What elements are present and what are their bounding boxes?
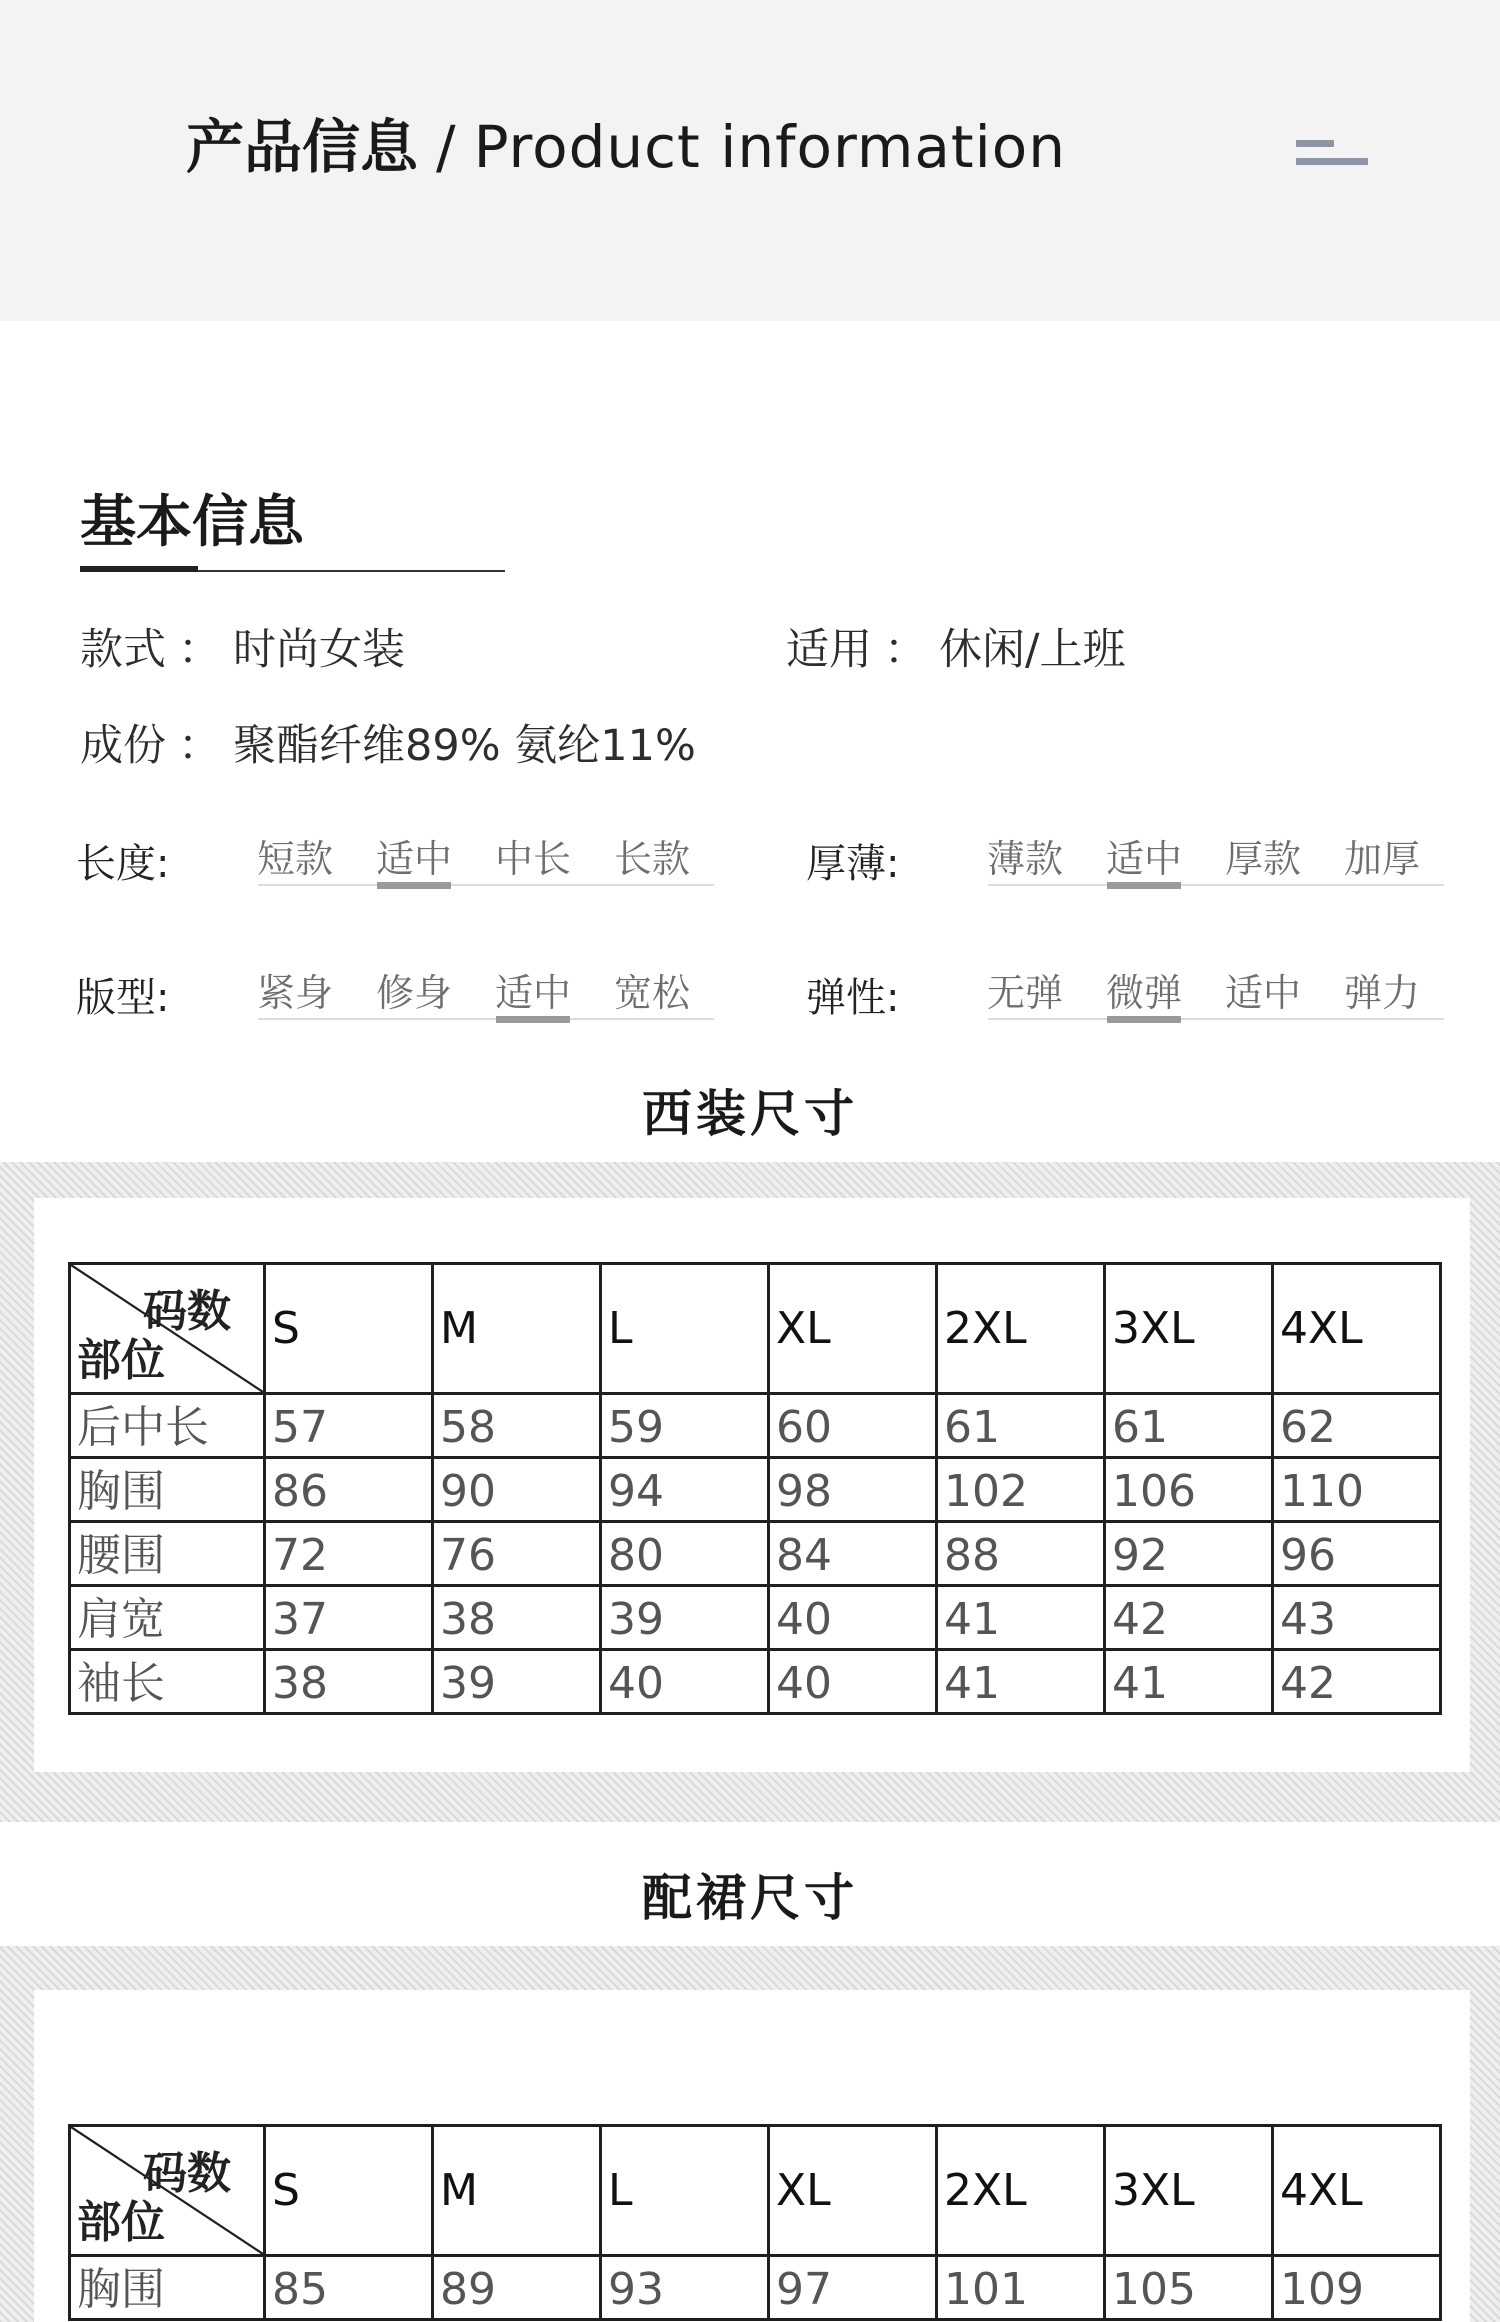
table-header-row [70, 1264, 1441, 1394]
measurement-cell: 43 [1273, 1586, 1441, 1650]
attribute-option: 微弹 [1105, 971, 1182, 1015]
measurement-cell: 90 [433, 1458, 601, 1522]
attribute-option: 加厚 [1343, 837, 1420, 881]
attribute-option: 弹力 [1343, 971, 1420, 1015]
table-row [70, 1458, 1441, 1522]
measurement-cell: 41 [937, 1650, 1105, 1714]
attribute-label: 版型: [76, 975, 170, 1021]
measurement-cell: 80 [601, 1522, 769, 1586]
attribute-option: 适中 [1105, 837, 1182, 881]
page-title [186, 100, 1066, 184]
measurement-cell: 97 [769, 2256, 937, 2320]
selected-option-marker [377, 882, 451, 889]
table-row [70, 2256, 1441, 2320]
measurement-cell: 93 [601, 2256, 769, 2320]
attribute-baseline [988, 1018, 1444, 1020]
measurement-cell: 38 [433, 1586, 601, 1650]
style-value: 时尚女装 [233, 625, 405, 675]
skirt-table-title: 配裙尺寸 [642, 1869, 858, 1927]
part-name-cell: 袖长 [70, 1650, 265, 1714]
corner-cell [70, 1264, 265, 1394]
size-header-cell: 4XL [1273, 2126, 1441, 2256]
measurement-cell: 101 [937, 2256, 1105, 2320]
measurement-cell: 39 [433, 1650, 601, 1714]
measurement-cell: 38 [265, 1650, 433, 1714]
material-value: 聚酯纤维89% 氨纶11% [233, 721, 696, 771]
page-title-cn: 产品信息 [186, 113, 419, 181]
measurement-cell: 72 [265, 1522, 433, 1586]
measurement-cell: 57 [265, 1394, 433, 1458]
measurement-cell: 86 [265, 1458, 433, 1522]
measurement-cell: 60 [769, 1394, 937, 1458]
use-info [786, 616, 1126, 677]
attribute-option: 修身 [375, 971, 452, 1015]
measurement-cell: 61 [937, 1394, 1105, 1458]
use-key: 适用 [786, 625, 872, 675]
part-name-cell: 后中长 [70, 1394, 265, 1458]
title-separator: / [436, 113, 456, 181]
measurement-cell: 96 [1273, 1522, 1441, 1586]
attribute-option: 适中 [375, 837, 452, 881]
attribute-option: 长款 [613, 837, 690, 881]
use-value: 休闲/上班 [939, 625, 1126, 675]
size-header-cell: S [265, 2126, 433, 2256]
measurement-cell: 61 [1105, 1394, 1273, 1458]
material-info [80, 712, 696, 773]
attribute-option: 适中 [494, 971, 571, 1015]
attribute-label: 厚薄: [806, 841, 900, 887]
table-row [70, 1394, 1441, 1458]
size-header-cell: XL [769, 2126, 937, 2256]
measurement-cell: 88 [937, 1522, 1105, 1586]
measurement-cell: 42 [1273, 1650, 1441, 1714]
measurement-cell: 110 [1273, 1458, 1441, 1522]
measurement-cell: 39 [601, 1586, 769, 1650]
size-header-cell: L [601, 1264, 769, 1394]
skirt-size-table [68, 2124, 1442, 2321]
size-header-cell: S [265, 1264, 433, 1394]
measurement-cell: 84 [769, 1522, 937, 1586]
style-colon: ： [178, 625, 221, 675]
part-name-cell: 胸围 [70, 1458, 265, 1522]
corner-part-label: 部位 [77, 2197, 165, 2248]
measurement-cell: 40 [769, 1586, 937, 1650]
size-header-cell: M [433, 2126, 601, 2256]
measurement-cell: 58 [433, 1394, 601, 1458]
table-row [70, 1586, 1441, 1650]
measurement-cell: 98 [769, 1458, 937, 1522]
measurement-cell: 41 [937, 1586, 1105, 1650]
part-name-cell: 胸围 [70, 2256, 265, 2320]
measurement-cell: 85 [265, 2256, 433, 2320]
measurement-cell: 76 [433, 1522, 601, 1586]
attribute-option: 短款 [256, 837, 333, 881]
basic-info-title: 基本信息 [80, 490, 304, 555]
corner-cell [70, 2126, 265, 2256]
size-header-cell: M [433, 1264, 601, 1394]
part-name-cell: 腰围 [70, 1522, 265, 1586]
measurement-cell: 42 [1105, 1586, 1273, 1650]
measurement-cell: 109 [1273, 2256, 1441, 2320]
attribute-option: 无弹 [986, 971, 1063, 1015]
size-header-cell: 3XL [1105, 1264, 1273, 1394]
part-name-cell: 肩宽 [70, 1586, 265, 1650]
size-header-cell: 2XL [937, 2126, 1105, 2256]
attribute-option: 紧身 [256, 971, 333, 1015]
measurement-cell: 94 [601, 1458, 769, 1522]
suit-table-title: 西装尺寸 [642, 1085, 858, 1143]
measurement-cell: 105 [1105, 2256, 1273, 2320]
attribute-option: 宽松 [613, 971, 690, 1015]
material-key: 成份 [80, 721, 166, 771]
attribute-baseline [258, 1018, 714, 1020]
measurement-cell: 40 [601, 1650, 769, 1714]
attribute-baseline [258, 884, 714, 886]
size-header-cell: 2XL [937, 1264, 1105, 1394]
page-title-en: Product information [473, 113, 1066, 181]
title-underline-accent [80, 566, 198, 572]
measurement-cell: 106 [1105, 1458, 1273, 1522]
size-header-cell: L [601, 2126, 769, 2256]
attribute-option: 适中 [1224, 971, 1301, 1015]
size-header-cell: 3XL [1105, 2126, 1273, 2256]
corner-size-label: 码数 [143, 1286, 231, 1337]
use-colon: ： [884, 625, 927, 675]
size-header-cell: 4XL [1273, 1264, 1441, 1394]
selected-option-marker [1107, 1016, 1181, 1023]
table-row [70, 1522, 1441, 1586]
measurement-cell: 59 [601, 1394, 769, 1458]
style-info [80, 616, 405, 677]
measurement-cell: 62 [1273, 1394, 1441, 1458]
table-header-row [70, 2126, 1441, 2256]
measurement-cell: 89 [433, 2256, 601, 2320]
selected-option-marker [496, 1016, 570, 1023]
selected-option-marker [1107, 882, 1181, 889]
style-key: 款式 [80, 625, 166, 675]
attribute-label: 弹性: [806, 975, 900, 1021]
measurement-cell: 102 [937, 1458, 1105, 1522]
measurement-cell: 40 [769, 1650, 937, 1714]
measurement-cell: 37 [265, 1586, 433, 1650]
attribute-label: 长度: [76, 841, 170, 887]
suit-size-table [68, 1262, 1442, 1715]
measurement-cell: 41 [1105, 1650, 1273, 1714]
attribute-option: 薄款 [986, 837, 1063, 881]
size-header-cell: XL [769, 1264, 937, 1394]
attribute-baseline [988, 884, 1444, 886]
attribute-option: 厚款 [1224, 837, 1301, 881]
measurement-cell: 92 [1105, 1522, 1273, 1586]
corner-part-label: 部位 [77, 1335, 165, 1386]
attribute-option: 中长 [494, 837, 571, 881]
menu-icon [1296, 136, 1368, 170]
material-colon: ： [178, 721, 221, 771]
corner-size-label: 码数 [143, 2148, 231, 2199]
table-row [70, 1650, 1441, 1714]
